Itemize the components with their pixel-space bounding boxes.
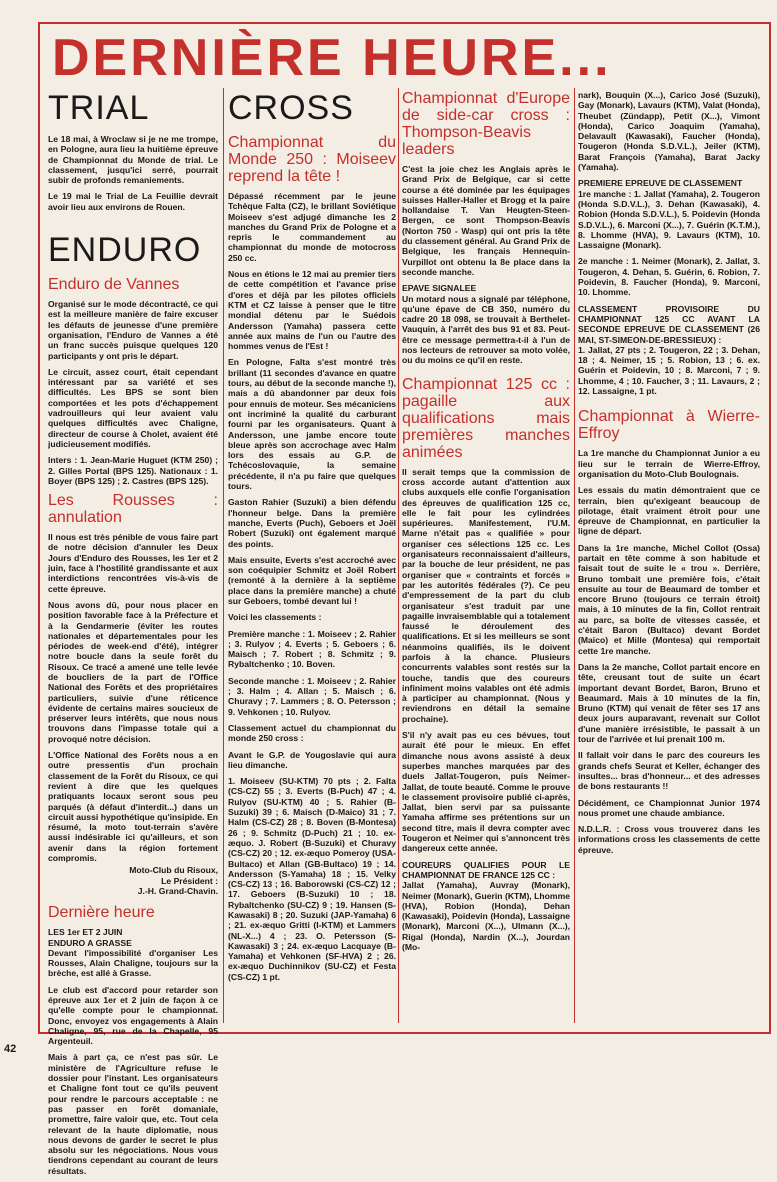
section-title-enduro: ENDURO xyxy=(48,231,202,270)
column-rule xyxy=(398,88,399,1023)
column-rule xyxy=(223,88,224,1023)
article-title-wierre: Championnat à Wierre-Effroy xyxy=(578,408,760,443)
column-4 xyxy=(578,90,760,861)
signature xyxy=(48,865,218,896)
standings-paragraph: 1. Moiseev (SU-KTM) 70 pts ; 2. Falta (CS-CZ) 55 ; 3. Everts (B-Puch) 47 ; 4. Rulyov (SU-KTM) 40 ; 5. Rahier (B-Suzuki) 39 ; 6. Maisch (D-Maico) 31 ; 7. Halm (CS-CZ) 28 ; 8. Boven (B-Montesa) 26 ; 9. Schmitz (D-Puch) 21 ; 10. ex-æquo. J. Robert (B-Suzuki) et Churavy (CS-CZ) 20 ; 12. ex-æquo Pomeroy (USA-Bultaco) et Allan (GB-Bultaco) 19 ; 14. Andersson (S-Yamaha) 18 ; 15. Velky (CS-CZ) 13 ; 16. Baborowski (CS-CZ) 12 ; 17. Geboers (B-Suzuki) 10 ; 18. Rybaltchenko (SU-CZ) 9 ; 19. Hansen (S-Kawasaki) 8 ; 20. Suzuki (JAP-Yamaha) 6 ; 21. ex-æquo Gritti (I-KTM) et Lammers (NL-X...) 4 ; 23. O. Petersson (S-Kawasaki) 3 ; 24. ex-æquo Lacquaye (B-Yamaha) et Vehkonen (SF-HVA) 2 ; 26. ex-æquo Duchinnikov (SU-CZ) et Festa (CS-CZ) 1 pt. xyxy=(228,776,396,982)
results-paragraph: Seconde manche : 1. Moiseev ; 2. Rahier ; 3. Halm ; 4. Allan ; 5. Maisch ; 6. Churavy ; 7. Lammers ; 8. O. Petersson ; 9. Vehkonen ; 10. Rulyov. xyxy=(228,675,396,717)
article-paragraph: Nous avons dû, pour nous placer en position favorable face à la Préfecture et à la Gendarmerie (éviter les routes nationales et départementales pour les périodes de week-end d'été), intégrer notre boucle dans la seule forêt du Risoux. Ce tracé a amené une telle levée de boucliers de la part de l'Office National des Forêts et des propriétaires particuliers, suivie d'une réticence évidente de certains maires soucieux de préserver leurs intérêts, que nous nous trouvons dans l'impasse totale qui a provoqué notre décision. xyxy=(48,599,218,744)
article-paragraph: Inters : 1. Jean-Marie Huguet (KTM 250) ; 2. Gilles Portal (BPS 125). Nationaux : 1. Boyer (BPS 125) ; 2. Castres (BPS 125). xyxy=(48,455,218,486)
results-paragraph: 1re manche : 1. Jallat (Yamaha), 2. Tougeron (Honda S.D.V.L.), 3. Dehan (Kawasaki), 4. Robion (Honda S.D.V.L.), 5. Poidevin (Honda S.D.V.L.), 6. Marconi (X...), 7. Guérin (K.T.M.), 8. Lhomme (HVA), 9. Lavaurs (KTM), 10. Lassaigne (Monark). xyxy=(578,188,760,251)
article-paragraph: Nous en étions le 12 mai au premier tiers de cette compétition et l'avance prise d'ores et déjà par les pilotes officiels KTM et CZ laisse à penser que le titre mondial détenu par le Suédois Andersson (Yamaha) passera cette année aux mains de l'un ou l'autre des hommes venus de l'Est ! xyxy=(228,269,396,352)
signature-line: J.-H. Grand-Chavin. xyxy=(137,885,218,896)
article-subhead: CLASSEMENT PROVISOIRE DU CHAMPIONNAT 125 CC AVANT LA SECONDE EPREUVE DE CLASSEMENT (26 MAI, ST-SIMEON-DE-BRESSIEUX) : xyxy=(578,303,760,345)
article-paragraph: Jallat (Yamaha), Auvray (Monark), Neimer (Monark), Guerin (KTM), Lhomme (HVA), Robion (Honda), Dehan (Kawasaki), Poidevin (Honda), Lassaigne (Monark), Marconi (X...), Ulmann (X...), Rigal (Honda), Nardin (X...), Jourdan (Mo- xyxy=(402,880,570,952)
results-paragraph: Classement actuel du championnat du monde 250 cross : xyxy=(228,722,396,744)
article-title-derniere: Dernière heure xyxy=(48,904,155,922)
results-paragraph: Première manche : 1. Moiseev ; 2. Rahier ; 3. Rulyov ; 4. Everts ; 5. Geboers ; 6. Maisch ; 7. Robert ; 8. Schmitz ; 9. Rybaltchenko ; 10. Boven. xyxy=(228,628,396,670)
article-paragraph: Le circuit, assez court, était cependant intéressant par sa variété et ses difficultés. Les BPS se sont bien comportées et les pots d'échappement vadrouilleurs qui leur avaient valu quelques difficultés avec Chaligne, directeur de course à Cholet, avaient été judicieusement modifiés. xyxy=(48,366,218,449)
article-title-rousses: Les Rousses : annulation xyxy=(48,492,218,527)
column-2 xyxy=(228,90,396,988)
signature-line: Moto-Club du Risoux, xyxy=(129,865,218,876)
column-3 xyxy=(402,90,570,958)
article-subhead: COUREURS QUALIFIES POUR LE CHAMPIONNAT DE FRANCE 125 CC : xyxy=(402,859,570,880)
article-subhead: PREMIERE EPREUVE DE CLASSEMENT xyxy=(578,178,743,189)
article-paragraph: L'Office National des Forêts nous a en outre pressentis d'un prochain classement de la Forêt du Risoux, ce qui revient à dire que les quelques pratiquants locaux seront sous peu parqués (à défaut d'interdit...) dans un circuit aussi hypothétique qu'insipide. En résumé, la moto tout-terrain s'avère aussi indésirable ici qu'ailleurs, et son avenir dans la région fortement compromis. xyxy=(48,750,218,864)
article-paragraph: Gaston Rahier (Suzuki) a bien défendu l'honneur belge. Dans la première manche, Everts (Puch), Geboers et Joël Robert (Suzuki) ont également marqué des points. xyxy=(228,497,396,549)
article-paragraph: S'il n'y avait pas eu ces bévues, tout aurait été pour le mieux. En effet dimanche nous avons assisté à deux superbes manches marquées par des duels Jallat-Tougeron, puis Neimer-Jallat, de toute beauté. Comme le prouve le classement provisoire publié ci-après, Jallat, bien servi par sa puissante Yamaha affirme ses prétentions sur un second titre, mais il devra compter avec Tougeron et Neimer qui s'annoncent très dangereux cette année. xyxy=(402,730,570,854)
page-number: 42 xyxy=(4,1043,17,1055)
article-date: LES 1er ET 2 JUIN xyxy=(48,927,123,938)
article-paragraph: Il serait temps que la commission de cross accorde autant d'attention aux clubs auxquels elle confie l'organisation des épreuves de qualification 125 cc, elle le fait pour les cylindrées supérieures. Manifestement, l'U.M. Marne n'était pas « qualifiée » pour organiser ces sélections 125 cc. Les organisateurs reconnaissaient d'ailleurs, par la bouche de leur président, ne pas organiser que « contraints et forcés » par les autorités fédérales (?). Ce peu d'empressement de la part du club organisateur s'est traduit par une pagaille invraisemblable qui a totalement faussé le déroulement des qualifications. Et si les meilleurs se sont néanmoins qualifiés, ils le doivent parfois à la chance. Plusieurs concurrents valables sont restés sur la touche, tandis que des coureurs infiniment moins valables ont été admis à participer au championnat. (Nous y reviendrons en détail la semaine prochaine). xyxy=(402,466,570,724)
standings-paragraph: 1. Jallat, 27 pts ; 2. Tougeron, 22 ; 3. Dehan, 18 ; 4. Neimer, 15 ; 5. Robion, 13 ; 6. ex. Guérin et Poidevin, 10 ; 8. Marconi, 7 ; 9. Lhomme, 4 ; 10. Faucher, 3 ; 11. Lavaurs, 2 ; 12. Lassaigne, 1 pt. xyxy=(578,344,760,397)
trial-paragraph: Le 19 mai le Trial de La Feuillie devrait avoir lieu aux environs de Rouen. xyxy=(48,191,218,212)
signature-line: Le Président : xyxy=(161,875,218,886)
article-paragraph: Mais à part ça, ce n'est pas sûr. Le ministère de l'Agriculture refuse le dossier pour l'instant. Les organisateurs et Chaligne font tout ce qu'ils peuvent pour rendre le parcours acceptable : ne pas passer en forêt domaniale, promettre, faire valoir que, etc. Tout cela relevant de la haute diplomatie, nous nous devons de garder le secret le plus absolu sur les négociations. Nous vous tiendrons cependant au courant de leurs résultats. xyxy=(48,1052,218,1176)
article-title-sidecar: Championnat d'Europe de side-car cross : Thompson-Beavis leaders xyxy=(402,90,570,158)
article-paragraph: En Pologne, Falta s'est montré très brillant (11 secondes d'avance en quatre tours, au début de la seconde manche !), mais a dû abandonner par deux fois pour ennuis de moteur. Ses mécaniciens ont incriminé la qualité du carburant fourni par les organisateurs. Quant à Andersson, une jambe encore toute bleue après son accrochage avec Halm lors des essais au G.P. de Tchécoslovaquie, la semaine précédente, il n'a pu faire que quelques tours. xyxy=(228,357,396,492)
article-subhead: EPAVE SIGNALEE xyxy=(402,283,477,294)
article-paragraph: Dans la 2e manche, Collot partait encore en tête, creusant tout de suite un écart important devant Bordet, Baron, Bruno et Beaumard. Mais à 10 minutes de la fin, Bruno (KTM) qui venait de fêter ses 17 ans deux jours auparavant, revenait sur Collot d'une manière irrésistible, le passait à un tour de l'arrivée et lui prenait 100 m. xyxy=(578,661,760,745)
article-title-125cc: Championnat 125 cc : pagaille aux qualifications mais premières manches animées xyxy=(402,375,570,461)
article-paragraph: Décidément, ce Championnat Junior 1974 nous promet une chaude ambiance. xyxy=(578,797,760,818)
article-paragraph: C'est la joie chez les Anglais après le Grand Prix de Belgique, car si cette course a été dominée par les équipages suisses Haller-Haller et Brogg et la paire hollandaise T. Van Heugten-Steen-Bergen, ce sont Thompson-Beavis (Norton 750 - Wasp) qui ont pris la tête du classement général. Au Grand Prix de Belgique, les français Hennequin-Vurpillot ont obtenu la 8e place dans la seconde manche. xyxy=(402,164,570,277)
article-paragraph: Dépassé récemment par le jeune Tchèque Falta (CZ), le brillant Soviétique Moiseev s'est adjugé dimanche les 2 manches du Grand Prix de Pologne et a repris le commandement au championnat du monde de motocross 250 cc. xyxy=(228,191,396,263)
section-title-cross: CROSS xyxy=(228,89,354,127)
article-paragraph: Un motard nous a signalé par téléphone, qu'une épave de CB 350, numéro du cadre 20 18 098, se trouvait à Berthelet-Vauquin, à l'arrêt des bus 91 et 83. Peut-être ce message permettra-t-il à l'un de nos lecteurs de retrouver sa moto volée, ou du moins ce qu'il en reste. xyxy=(402,293,570,366)
article-paragraph: Mais ensuite, Everts s'est accroché avec son coéquipier Schmitz et Joël Robert (remonté à la dernière à la septième place dans la première manche) a chuté sur Geboers, tombé devant lui ! xyxy=(228,554,396,606)
article-paragraph: Voici les classements : xyxy=(228,612,322,623)
article-paragraph: Organisé sur le mode décontracté, ce qui est la meilleure manière de faire excuser les défauts de jeunesse d'une première organisation, l'Enduro de Vannes a été un franc succès puisque quelques 120 participants y ont pris le départ. xyxy=(48,299,218,361)
article-place: ENDURO A GRASSE xyxy=(48,937,132,948)
article-title-moiseev: Championnat du Monde 250 : Moiseev reprend la tête ! xyxy=(228,134,396,185)
article-paragraph: Devant l'impossibilité d'organiser Les Rousses, Alain Chaligne, toujours sur la brèche, est allé à Grasse. xyxy=(48,947,218,979)
article-paragraph: Il nous est très pénible de vous faire part de notre décision d'annuler les Deux Jours d'Enduro des Rousses, les 1er et 2 juin, face à l'hostilité grandissante et aux interdictions rencontrées vis-à-vis de cette épreuve. xyxy=(48,532,218,594)
article-paragraph: Le club est d'accord pour retarder son épreuve aux 1er et 2 juin de façon à ce qu'elle compte pour le championnat. Donc, envoyez vos engagements à Alain Chaligne, 95, rue de la Chapelle, 95 Argenteuil. xyxy=(48,984,218,1047)
article-paragraph: nark), Bouquin (X...), Carico José (Suzuki), Gay (Monark), Lavaurs (KTM), Valat (Honda), Theubet (Zündapp), Petit (X...), Vimont (Honda), Carico Joaquim (Yamaha), Delavault (Kawasaki), Faucher (Honda), Tougeron (Honda S.D.V.L.), Jeiler (KTM), Barat François (Yamaha), Barat Jacky (Yamaha). xyxy=(578,90,760,173)
article-paragraph: Dans la 1re manche, Michel Collot (Ossa) partait en tête comme à son habitude et faisait tout de suite le « trou ». Derrière, Bruno tombait une première fois, c'était ensuite au tour de Beaumard de tomber et encore Bruno (toujours ce terrain étroit) mais, à 10 minutes de la fin, Collot rentrait au parc, sa boîte de vitesses cassée, et c'était Baron (Bultaco) devant Bordet (Maico) et Mille (Montesa) qui remportait cette 1re manche. xyxy=(578,542,760,656)
section-title-trial: TRIAL xyxy=(48,89,150,127)
results-paragraph: Avant le G.P. de Yougoslavie qui aura lieu dimanche. xyxy=(228,749,396,770)
trial-paragraph: Le 18 mai, à Wroclaw si je ne me trompe, en Pologne, aura lieu la huitième épreuve de Championnat du Monde de trial. Le classement, jusqu'ici serré, pourrait subir de profonds remaniements. xyxy=(48,134,218,186)
article-paragraph: N.D.L.R. : Cross vous trouverez dans les informations cross les classements de cette épreuve. xyxy=(578,824,760,855)
article-paragraph: Il fallait voir dans le parc des coureurs les grands chefs Seurat et Keller, échanger des insultes... bras d'honneur... et des adresses de bons restaurants !! xyxy=(578,750,760,792)
article-title-vannes: Enduro de Vannes xyxy=(48,276,180,294)
article-paragraph: La 1re manche du Championnat Junior a eu lieu sur le terrain de Wierre-Effroy, organisation du Moto-Club Boulognais. xyxy=(578,448,760,479)
results-paragraph: 2e manche : 1. Neimer (Monark), 2. Jallat, 3. Tougeron, 4. Dehan, 5. Guérin, 6. Robion, 7. Poidevin, 8. Faucher (Honda), 9. Marconi, 10. Lhomme. xyxy=(578,256,760,298)
column-1 xyxy=(48,90,218,1182)
column-rule xyxy=(574,88,575,1023)
article-paragraph: Les essais du matin démontraient que ce terrain, bien qu'exigeant beaucoup de pilotage, était vraiment étroit pour une épreuve de Championnat, en particulier la ligne de départ. xyxy=(578,485,760,537)
page-headline: DERNIÈRE HEURE... xyxy=(52,29,612,87)
